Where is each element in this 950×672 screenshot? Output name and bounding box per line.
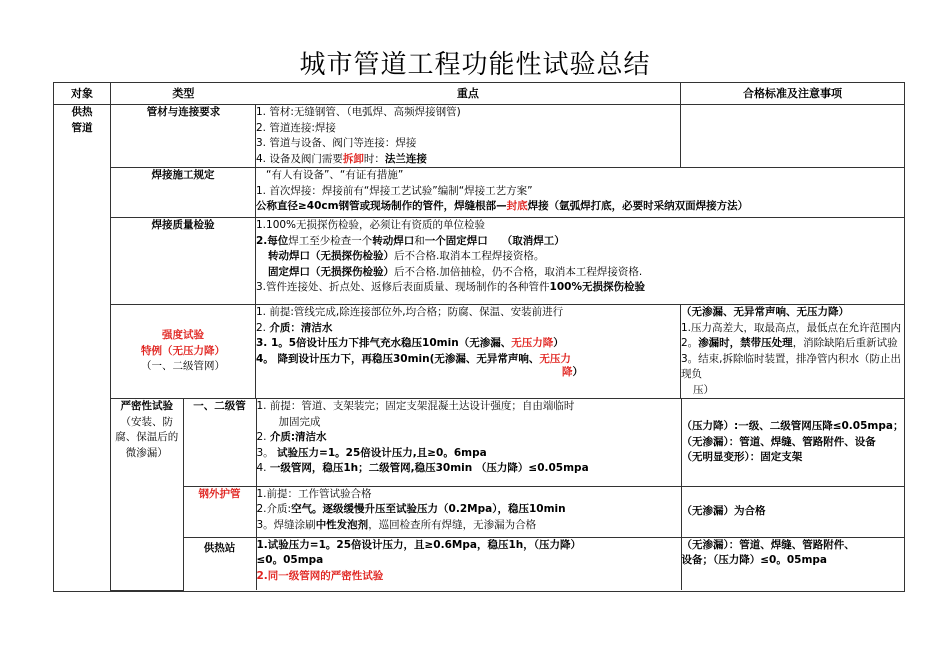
key-weld-quality: [256, 218, 905, 305]
text-line: 3. 管道与设备、阀门等连接：焊接: [256, 137, 417, 149]
type-station: 供热站: [183, 537, 256, 590]
text-line: “有人有设备”、“有证有措施”: [266, 169, 404, 181]
text-line: 3。结束,拆除临时装置，排净管内积水（防止出现负: [681, 352, 902, 380]
type-pipe-label: 管材与连接要求: [146, 106, 221, 118]
strength-special: 特例（无压力降）: [141, 344, 225, 357]
type-net: 一、二级管: [183, 399, 256, 486]
key-weld-rule: [256, 168, 905, 218]
row-outer-pipe: [111, 486, 905, 537]
text-line: 加固完成: [278, 415, 321, 428]
text-line: （无明显变形）：固定支架: [681, 451, 803, 463]
type-weld-rule: 焊接施工规定: [111, 168, 256, 218]
summary-table: [53, 82, 905, 592]
object-label: 供热 管道: [71, 106, 93, 134]
key-strength: [256, 305, 681, 399]
tightness-block: [111, 399, 905, 592]
header-type: 类型: [172, 86, 195, 100]
text-line: 设备；（压力降）≤0。05mpa: [681, 554, 828, 566]
text-line: 2.同一级管网的严密性试验: [256, 569, 384, 582]
text-line: 1.100%无损探伤检验，必须让有资质的单位检验: [256, 219, 486, 231]
key-net: [256, 399, 681, 486]
text-line: 4. 一级管网，稳压1h；二级管网,稳压30min （压力降）≤0.05mpa: [256, 462, 589, 474]
text-line: 1. 首次焊接：焊接前有“焊接工艺试验”编制“焊接工艺方案”: [256, 184, 533, 197]
text-line: 固定焊口（无损探伤检验）后不合格.加倍抽检，仍不合格，取消本工程焊接资格.: [268, 265, 643, 278]
strength-scope: （一、二级管网）: [141, 360, 225, 373]
type-strength: [111, 305, 256, 399]
text-line: 1.压力高差大，取最高点，最低点在允许范围内: [681, 321, 902, 334]
text-line: 1. 前提:管线完成,除连接部位外,均合格；防腐、保温、安装前进行: [256, 306, 564, 318]
strength-title: 强度试验: [162, 329, 204, 342]
tightness-note: （安装、防腐、保温后的微渗漏）: [115, 415, 179, 459]
tightness-title: 严密性试验: [120, 400, 173, 412]
header-type-and-key: [111, 83, 681, 105]
header-key-points: 重点: [456, 86, 479, 100]
text-line: 2. 管道连接:焊接: [256, 121, 336, 134]
text-line: 4. 设备及阀门需要拆卸时：法兰连接: [256, 152, 427, 165]
text-line: 3.管件连接处、折点处、返修后表面质量、现场制作的各种管件100%无损探伤检验: [256, 281, 645, 293]
text-line: 3. 1。5倍设计压力下排气充水稳压10min（无渗漏、无压力降）: [256, 337, 564, 349]
row-weld-quality: [54, 218, 905, 305]
text-line: 4。 降到设计压力下，再稳压30min(无渗漏、无异常声响、无压力: [256, 352, 571, 365]
text-line: 转动焊口（无损探伤检验）后不合格.取消本工程焊接资格。: [268, 250, 545, 262]
text-line: 2.介质:空气。逐级缓慢升压至试验压力（0.2Mpa），稳压10min: [256, 503, 566, 515]
standard-station: [681, 537, 905, 590]
text-line: （无渗漏）：管道、焊缝、管路附件、: [681, 538, 855, 551]
text-line: 2。渗漏时，禁带压处理，消除缺陷后重新试验: [681, 337, 898, 349]
text-line: 2. 介质:清洁水: [256, 431, 327, 443]
text-line: （压力降）:一级、二级管网压降≤0.05mpa；: [681, 420, 904, 432]
text-line: （无渗漏）：管道、焊缝、管路附件、设备: [681, 435, 876, 448]
header-row: [54, 83, 905, 105]
text-line: （无渗漏、无异常声响、无压力降）: [681, 306, 849, 318]
header-object: 对象: [54, 83, 111, 105]
row-strength: [54, 305, 905, 399]
key-pipe: [256, 105, 681, 168]
text-line: 2. 介质：清洁水: [256, 321, 333, 334]
type-weld-quality: 焊接质量检验: [111, 218, 256, 305]
row-station: [111, 537, 905, 590]
type-outer-pipe: 钢外护管: [183, 486, 256, 537]
object-cell: [54, 105, 111, 592]
text-line: 压）: [693, 383, 714, 396]
header-standard: 合格标准及注意事项: [681, 83, 905, 105]
text-line: 1.前提：工作管试验合格: [256, 487, 372, 500]
type-pipe: [111, 105, 256, 168]
row-tightness: [54, 399, 905, 592]
text-line: 1.试验压力=1。25倍设计压力，且≥0.6Mpa，稳压1h，（压力降）: [256, 538, 581, 551]
text-line: 2.每位焊工至少检查一个转动焊口和一个固定焊口 （取消焊工）: [256, 234, 565, 247]
key-station: [256, 537, 681, 590]
text-line: ≤0。05mpa: [256, 554, 324, 566]
document-title: 城市管道工程功能性试验总结: [299, 50, 651, 80]
text-line: 1. 前提：管道、支架装完；固定支架混凝土达设计强度；自由端临时: [256, 400, 575, 412]
text-line: 降）: [562, 366, 583, 378]
row-net: [111, 399, 905, 486]
row-weld-rule: [54, 168, 905, 218]
standard-outer-pipe: （无渗漏）为合格: [681, 486, 905, 537]
tightness-label: [111, 399, 183, 590]
tightness-table: [111, 399, 905, 591]
key-outer-pipe: [256, 486, 681, 537]
text-line: 3。 试验压力=1。25倍设计压力,且≥0。6mpa: [256, 446, 487, 459]
standard-strength: [681, 305, 905, 399]
row-pipe: [54, 105, 905, 168]
text-line: 3。焊缝涂刷中性发泡剂，巡回检查所有焊缝，无渗漏为合格: [256, 518, 537, 531]
text-line: 公称直径≥40cm钢管或现场制作的管件，焊缝根部—封底焊接（氩弧焊打底，必要时采纳双面焊接方法）: [256, 200, 749, 212]
standard-net: [681, 399, 905, 486]
text-line: 1. 管材:无缝钢管、（电弧焊、高频焊接钢管): [256, 106, 461, 118]
standard-pipe: [681, 105, 905, 168]
